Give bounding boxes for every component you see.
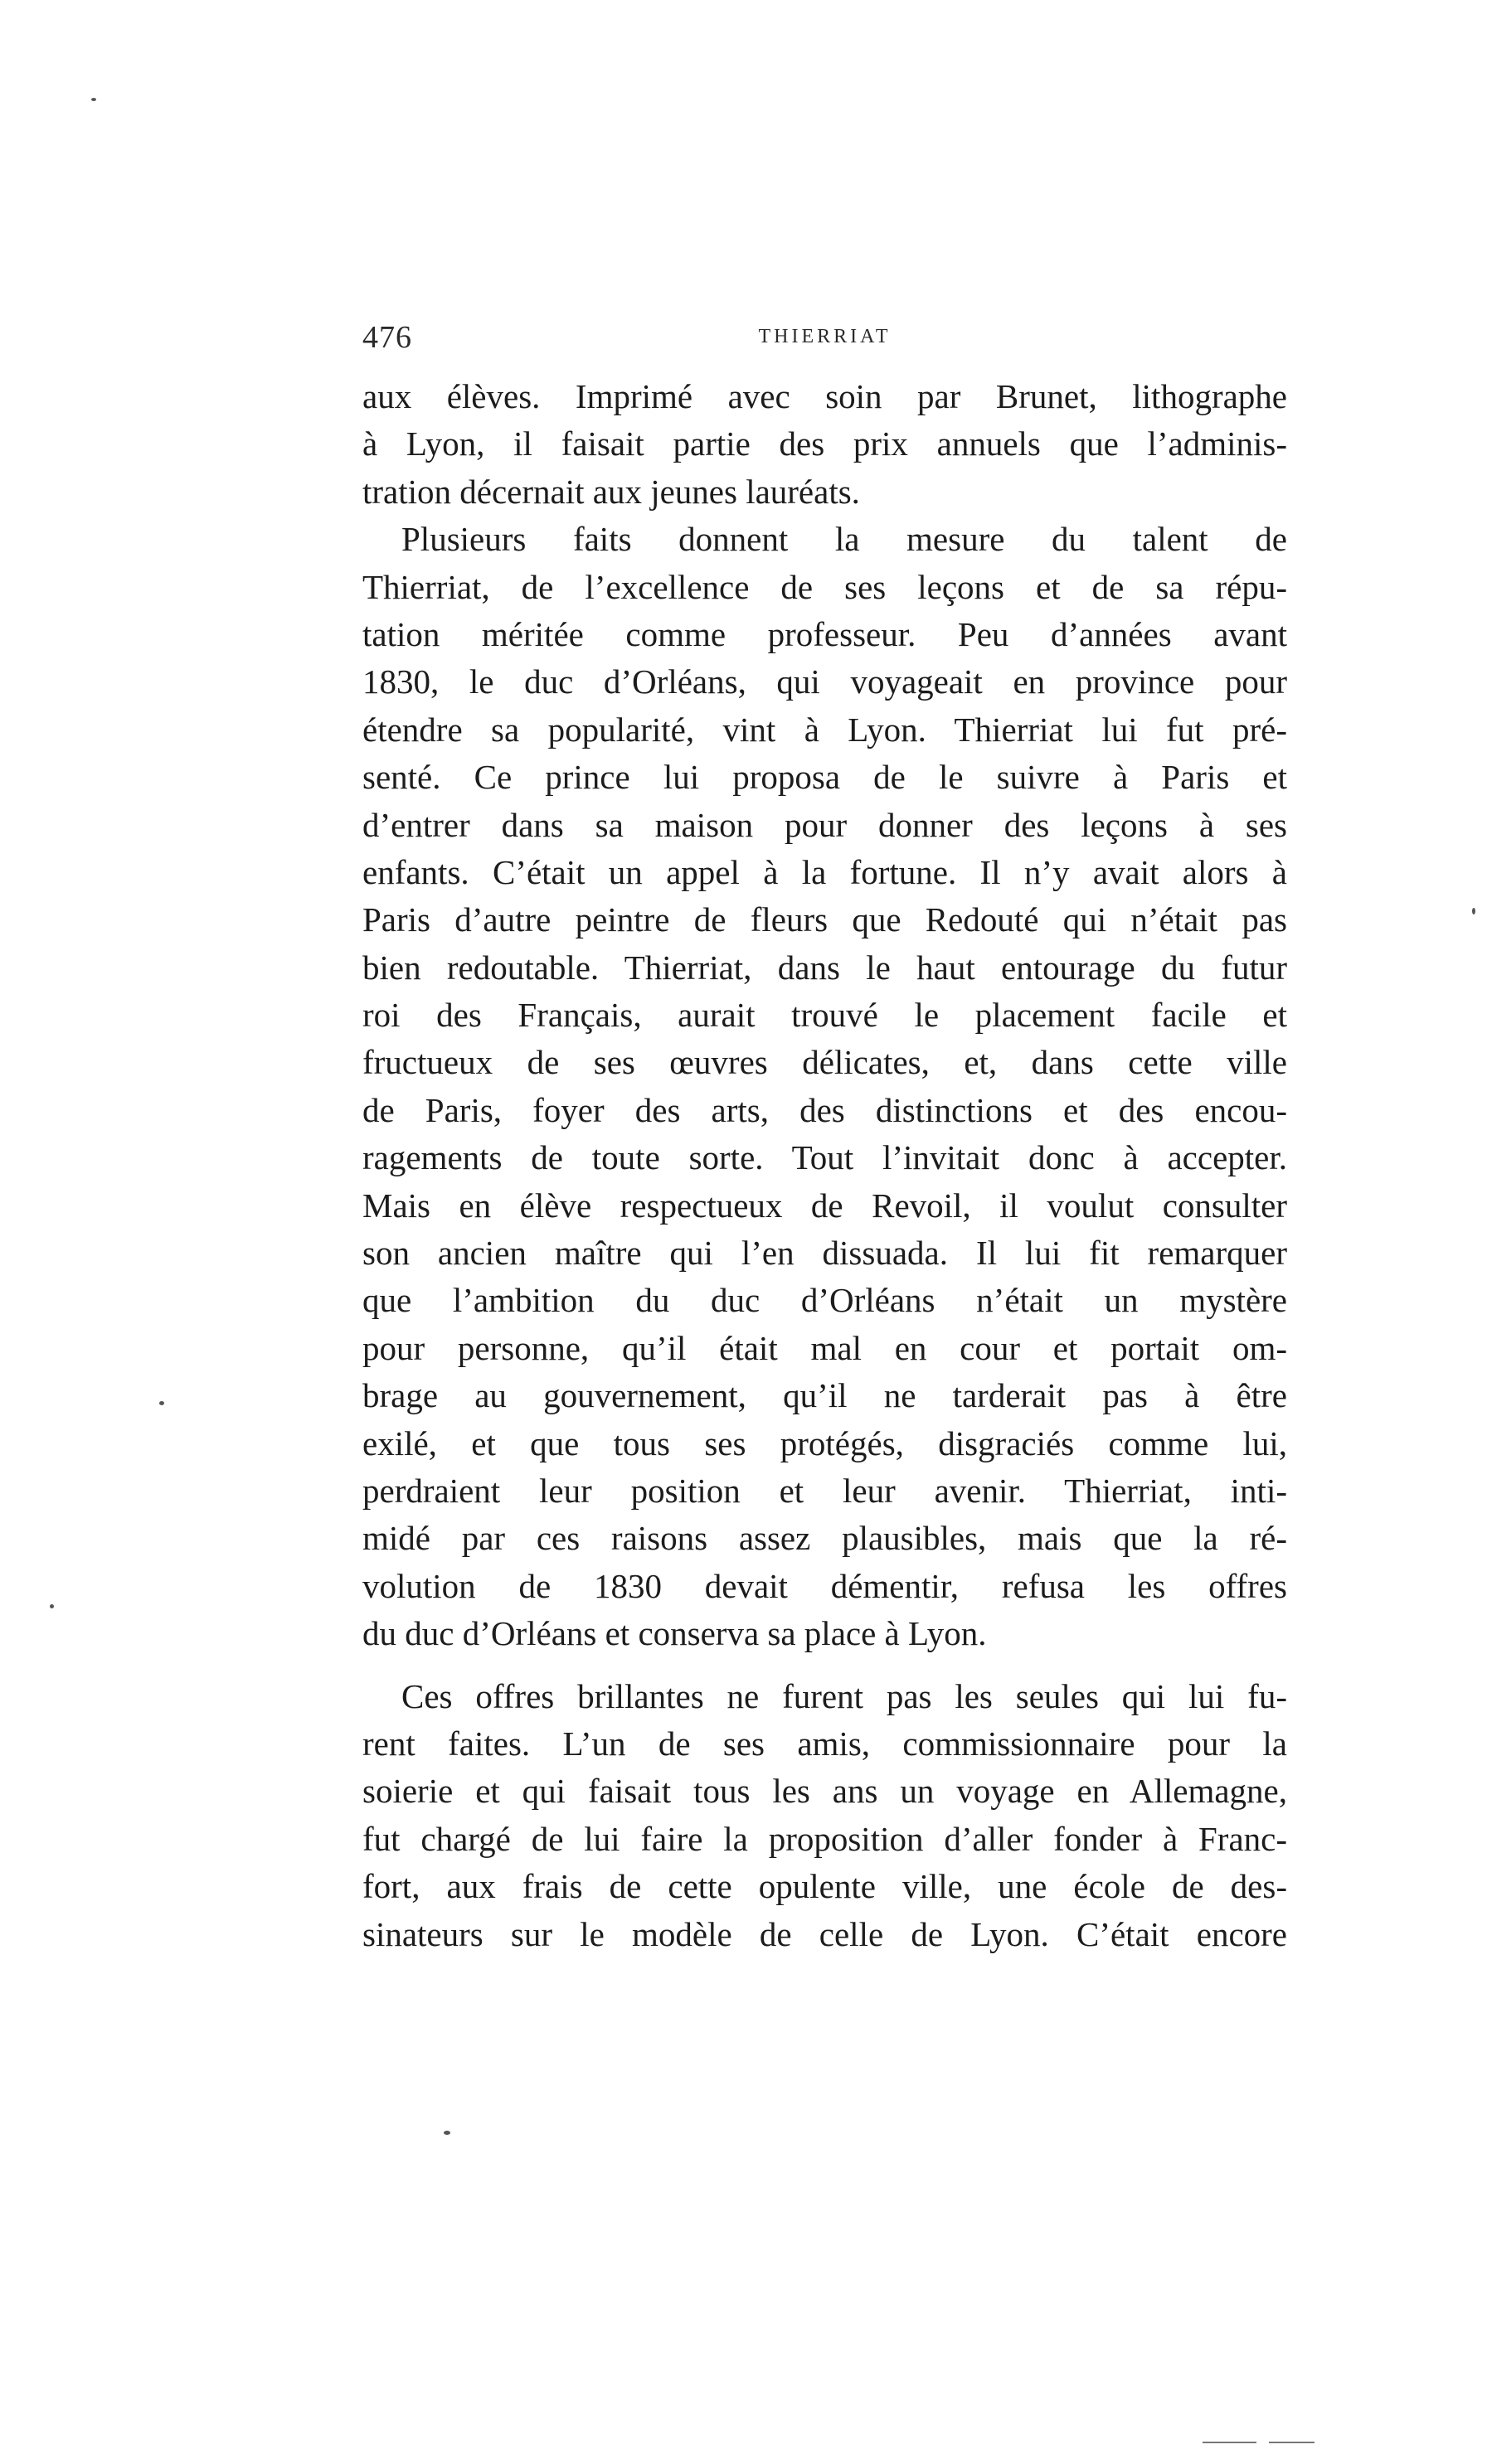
scan-speck	[91, 98, 96, 101]
scan-edge-line	[1269, 2442, 1314, 2443]
text-line: midé par ces raisons assez plausibles, mais que la ré-	[362, 1519, 1287, 1558]
text-line: de Paris, foyer des arts, des distinctions et des encou-	[362, 1090, 1287, 1129]
text-line: son ancien maître qui l’en dissuada. Il lui fit remarquer	[362, 1234, 1287, 1273]
text-line: rent faites. L’un de ses amis, commissionnaire pour la	[362, 1724, 1287, 1763]
scan-speck	[50, 1604, 54, 1608]
scan-speck	[444, 2131, 450, 2135]
text-line: tation méritée comme professeur. Peu d’années avant	[362, 614, 1287, 653]
text-line: Plusieurs faits donnent la mesure du talent de	[401, 520, 1287, 559]
text-line: d’entrer dans sa maison pour donner des leçons à ses	[362, 805, 1287, 844]
text-line: pour personne, qu’il était mal en cour et portait om-	[362, 1328, 1287, 1367]
text-line: Thierriat, de l’excellence de ses leçons et de sa répu-	[362, 567, 1287, 606]
text-line: fut chargé de lui faire la proposition d’aller fonder à Franc-	[362, 1819, 1287, 1858]
text-line: Ces offres brillantes ne furent pas les seules qui lui fu-	[401, 1676, 1287, 1715]
text-line: fort, aux frais de cette opulente ville, une école de des-	[362, 1867, 1287, 1906]
page-number: 476	[362, 320, 412, 355]
text-line: enfants. C’était un appel à la fortune. Il n’y avait alors à	[362, 852, 1287, 891]
scan-speck	[1472, 908, 1475, 914]
text-line: brage au gouvernement, qu’il ne tarderait pas à être	[362, 1376, 1287, 1415]
scan-edge-line	[1203, 2442, 1256, 2443]
text-line: soierie et qui faisait tous les ans un voyage en Allemagne,	[362, 1772, 1287, 1811]
text-line: Paris d’autre peintre de fleurs que Redouté qui n’était pas	[362, 900, 1287, 939]
text-line: que l’ambition du duc d’Orléans n’était un mystère	[362, 1281, 1287, 1320]
text-line: perdraient leur position et leur avenir. Thierriat, inti-	[362, 1471, 1287, 1510]
text-line: ragements de toute sorte. Tout l’invitait donc à accepter.	[362, 1138, 1287, 1177]
paragraph	[362, 373, 1287, 516]
text-line: aux élèves. Imprimé avec soin par Brunet, lithographe	[362, 377, 1287, 415]
paragraph	[362, 516, 1287, 1657]
text-line: étendre sa popularité, vint à Lyon. Thierriat lui fut pré-	[362, 710, 1287, 749]
paragraph	[362, 1673, 1287, 1958]
text-line: tration décernait aux jeunes lauréats.	[362, 472, 860, 511]
page-header	[362, 319, 1287, 361]
text-line: 1830, le duc d’Orléans, qui voyageait en province pour	[362, 662, 1287, 701]
text-line: du duc d’Orléans et conserva sa place à Lyon.	[362, 1614, 987, 1653]
text-line: fructueux de ses œuvres délicates, et, dans cette ville	[362, 1043, 1287, 1082]
text-line: senté. Ce prince lui proposa de le suivre à Paris et	[362, 758, 1287, 797]
text-line: roi des Français, aurait trouvé le placement facile et	[362, 996, 1287, 1035]
running-head: THIERRIAT	[758, 326, 892, 347]
text-line: volution de 1830 devait démentir, refusa les offres	[362, 1566, 1287, 1605]
text-line: Mais en élève respectueux de Revoil, il voulut consulter	[362, 1186, 1287, 1225]
text-line: à Lyon, il faisait partie des prix annuels que l’adminis-	[362, 424, 1287, 463]
body-text	[362, 373, 1287, 1958]
text-line: bien redoutable. Thierriat, dans le haut entourage du futur	[362, 948, 1287, 987]
scan-speck	[159, 1401, 164, 1405]
text-line: sinateurs sur le modèle de celle de Lyon. C’était encore	[362, 1914, 1287, 1953]
text-line: exilé, et que tous ses protégés, disgraciés comme lui,	[362, 1424, 1287, 1462]
